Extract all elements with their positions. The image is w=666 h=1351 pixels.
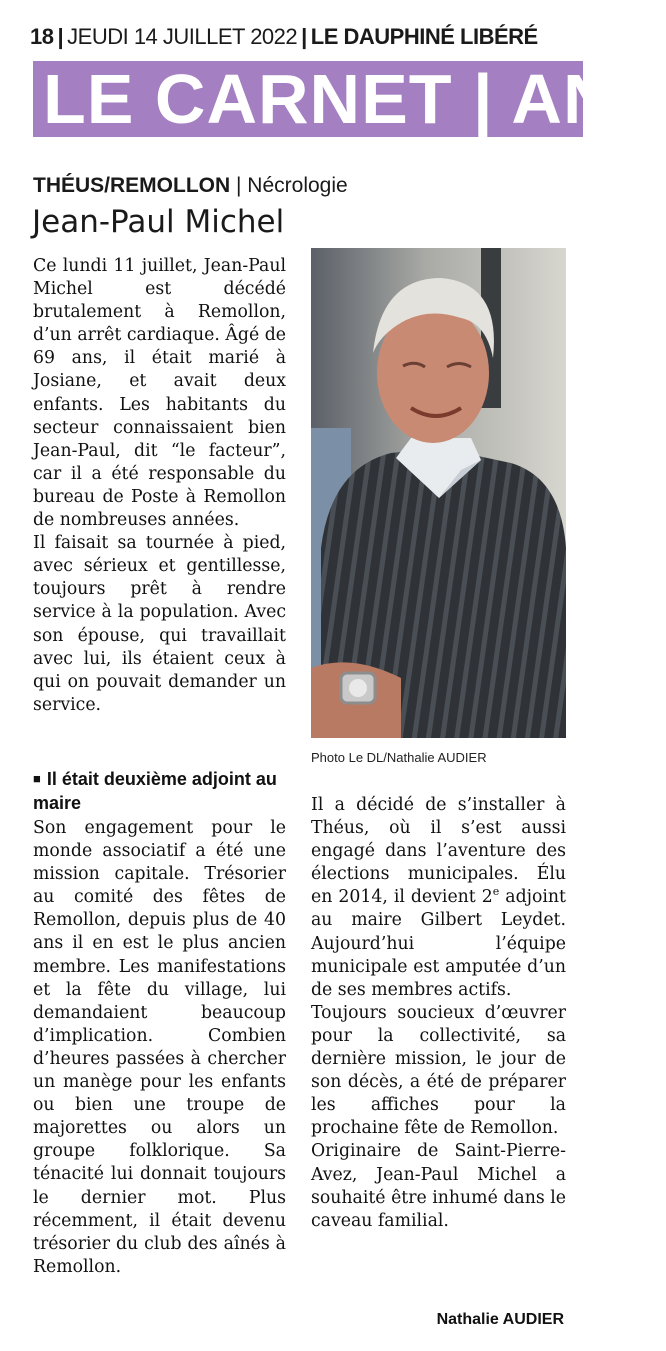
issue-date: JEUDI 14 JUILLET 2022 — [67, 24, 298, 49]
paragraph-text: adjoint au maire Gilbert Leydet. Aujourd’hui l’équipe municipale est amputée d’un de ses membres actifs. — [311, 887, 566, 1000]
article-subheading — [33, 767, 286, 815]
paragraph-text: Il a décidé de s’installer à Théus, où il s’est aussi engagé dans l’aventure des élections municipales. Élu en 2014, il devient 2 — [311, 795, 566, 908]
section-banner-title: LE CARNET | ANN — [43, 60, 666, 138]
page-number: 18 — [30, 24, 54, 49]
article-paragraph: Toujours soucieux d’œuvrer pour la collectivité, sa dernière mission, le jour de son décès, a été de préparer les affiches pour la prochaine fête de Remollon. — [311, 1002, 566, 1139]
header-divider: | — [301, 24, 307, 49]
page-header — [30, 24, 570, 50]
portrait-illustration — [311, 248, 566, 738]
article-paragraph: Il faisait sa tournée à pied, avec sérieux et gentillesse, toujours prêt à rendre service à la population. Avec son épouse, qui travaillait avec lui, ils étaient ceux à qui on pouvait demander un service. — [33, 533, 286, 715]
article-paragraph: Ce lundi 11 juillet, Jean-Paul Michel est décédé brutalement à Remollon, d’un arrêt cardiaque. Âgé de 69 ans, il était marié à Josiane, et avait deux enfants. Les habitants du secteur connaissaient bien Jean-Paul, dit “le facteur”, car il a été responsable du bureau de Poste à Remollon de nombreuses années. — [33, 256, 286, 531]
article-title: Jean-Paul Michel — [32, 204, 285, 240]
article-column-left-bottom — [33, 817, 286, 1279]
section-banner — [33, 60, 666, 138]
header-divider: | — [57, 24, 64, 49]
article-column-right — [311, 794, 566, 1233]
ordinal-superscript: e — [492, 885, 500, 899]
subheading-text: Il était deuxième adjoint au maire — [33, 769, 277, 813]
author-signature: Nathalie AUDIER — [436, 1311, 564, 1328]
article-location: THÉUS/REMOLLON — [33, 174, 231, 197]
photo-caption: Photo Le DL/Nathalie AUDIER — [311, 750, 487, 765]
article-paragraph: Originaire de Saint-Pierre-Avez, Jean-Paul Michel a souhaité être inhumé dans le caveau familial. — [311, 1141, 566, 1231]
article-category: Nécrologie — [247, 174, 348, 197]
article-kicker: THÉUS/REMOLLON | Nécrologie — [33, 174, 348, 197]
newspaper-name: LE DAUPHINÉ LIBÉRÉ — [310, 24, 538, 49]
bullet-square-icon: ■ — [33, 771, 41, 786]
article-paragraph — [311, 794, 566, 1002]
article-column-left-top — [33, 255, 286, 717]
article-paragraph: Son engagement pour le monde associatif a été une mission capitale. Trésorier au comité des fêtes de Remollon, depuis plus de 40 ans il en est le plus ancien membre. Les manifestations et la fête du village, lui demandaient beaucoup d’implication. Combien d’heures passées à chercher un manège pour les enfants ou bien une troupe de majorettes ou alors un groupe folklorique. Sa ténacité lui donnait toujours le dernier mot. Plus récemment, il était devenu trésorier du club des aînés à Remollon. — [33, 818, 286, 1277]
portrait-photo — [311, 248, 566, 738]
